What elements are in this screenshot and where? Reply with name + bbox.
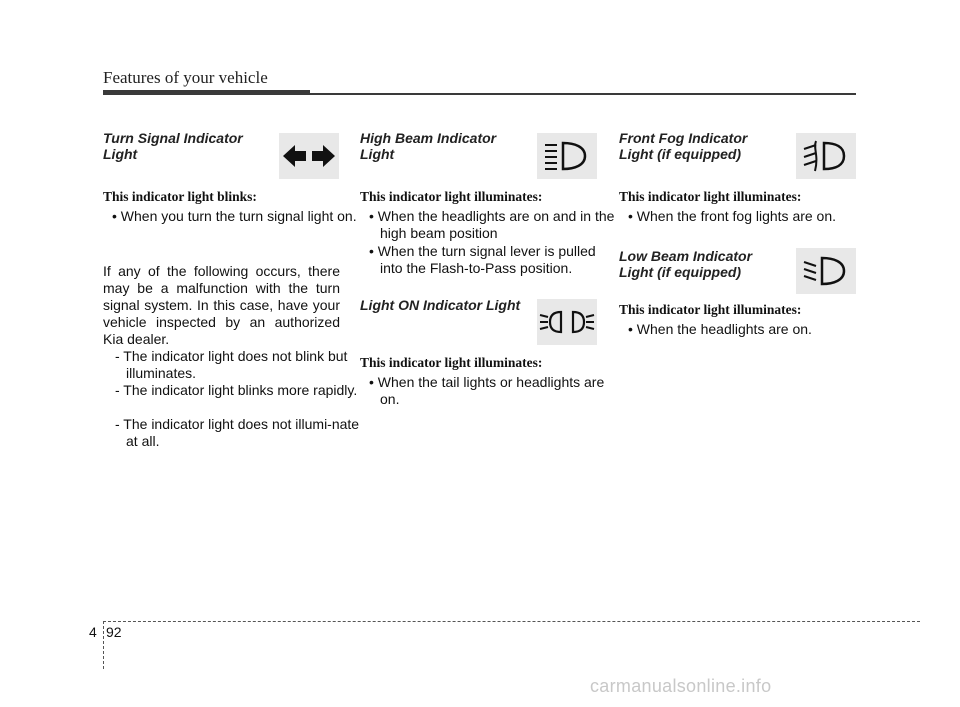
- header-rule-thin: [310, 93, 856, 95]
- turn-signal-arrows-icon: [279, 133, 339, 179]
- chapter-number: 4: [89, 624, 97, 640]
- footer-rule: [103, 621, 920, 622]
- high-beam-icon: [537, 133, 597, 179]
- turn-signal-dash-3: - The indicator light does not illumi-nate at all.: [115, 416, 360, 449]
- front-fog-lead: This indicator light illuminates:: [619, 189, 802, 204]
- footer-vertical-rule: [103, 621, 104, 669]
- front-fog-icon: [796, 133, 856, 179]
- front-fog-bullet: • When the front fog lights are on.: [628, 208, 837, 224]
- turn-signal-paragraph: If any of the following occurs, there may be a malfunction with the turn signal system. In this case, have your vehicle inspected by an authorized Kia dealer.: [103, 263, 340, 347]
- turn-signal-dash-2: - The indicator light blinks more rapidly.: [115, 382, 358, 398]
- page-header-title: Features of your vehicle: [103, 68, 268, 87]
- high-beam-lead: This indicator light illuminates:: [360, 189, 543, 204]
- high-beam-bullet-1: • When the headlights are on and in the high beam position: [369, 208, 615, 241]
- low-beam-icon: [796, 248, 856, 294]
- turn-signal-lead: This indicator light blinks:: [103, 189, 257, 204]
- header-rule-thick: [103, 90, 310, 95]
- light-on-heading: Light ON Indicator Light: [360, 297, 521, 313]
- page-number: 92: [106, 624, 122, 640]
- high-beam-bullet-2: • When the turn signal lever is pulled into the Flash-to-Pass position.: [369, 243, 596, 276]
- turn-signal-dash-1: - The indicator light does not blink but illuminates.: [115, 348, 348, 381]
- light-on-icon: [537, 299, 597, 345]
- turn-signal-bullet: • When you turn the turn signal light on.: [112, 208, 357, 224]
- high-beam-heading: High Beam Indicator Light: [360, 130, 497, 162]
- low-beam-heading: Low Beam Indicator Light (if equipped): [619, 248, 753, 280]
- watermark: carmanualsonline.info: [590, 676, 772, 696]
- light-on-lead: This indicator light illuminates:: [360, 355, 543, 370]
- low-beam-lead: This indicator light illuminates:: [619, 302, 802, 317]
- turn-signal-heading: Turn Signal Indicator Light: [103, 130, 243, 162]
- front-fog-heading: Front Fog Indicator Light (if equipped): [619, 130, 748, 162]
- light-on-bullet: • When the tail lights or headlights are on.: [369, 374, 605, 407]
- low-beam-bullet: • When the headlights are on.: [628, 321, 812, 337]
